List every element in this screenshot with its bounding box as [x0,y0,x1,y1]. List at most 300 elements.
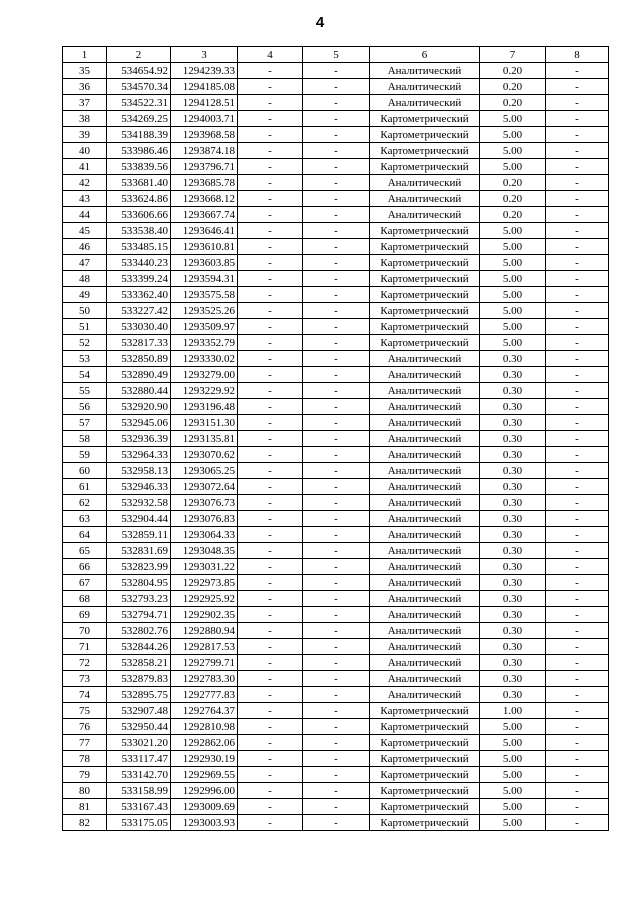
coord-y-cell: 1293968.58 [171,127,238,143]
table-row [63,479,609,495]
coord-x-cell: 533021.20 [107,735,171,751]
col-8-cell: - [546,95,609,111]
col-8-cell: - [546,143,609,159]
col-5-cell: - [303,735,370,751]
point-number-cell: 51 [63,319,107,335]
method-cell: Картометрический [370,223,480,239]
col-4-cell: - [238,559,303,575]
col-4-cell: - [238,191,303,207]
col-4-cell: - [238,607,303,623]
coord-x-cell: 532932.58 [107,495,171,511]
point-number-cell: 45 [63,223,107,239]
coord-x-cell: 533030.40 [107,319,171,335]
col-8-cell: - [546,495,609,511]
coord-x-cell: 532793.23 [107,591,171,607]
table-row [63,799,609,815]
col-5-cell: - [303,399,370,415]
method-cell: Аналитический [370,671,480,687]
col-4-cell: - [238,63,303,79]
coord-y-cell: 1292777.83 [171,687,238,703]
accuracy-cell: 0.30 [480,399,546,415]
point-number-cell: 43 [63,191,107,207]
point-number-cell: 55 [63,383,107,399]
coord-x-cell: 533142.70 [107,767,171,783]
col-8-cell: - [546,383,609,399]
point-number-cell: 50 [63,303,107,319]
accuracy-cell: 5.00 [480,815,546,831]
coord-x-cell: 532880.44 [107,383,171,399]
col-8-cell: - [546,687,609,703]
method-cell: Аналитический [370,383,480,399]
table-body [63,63,609,831]
coord-y-cell: 1292862.06 [171,735,238,751]
col-8-cell: - [546,159,609,175]
column-header-7: 7 [480,47,546,63]
col-8-cell: - [546,575,609,591]
col-5-cell: - [303,191,370,207]
point-number-cell: 48 [63,271,107,287]
col-4-cell: - [238,639,303,655]
col-4-cell: - [238,79,303,95]
coord-x-cell: 533167.43 [107,799,171,815]
col-5-cell: - [303,415,370,431]
method-cell: Аналитический [370,463,480,479]
accuracy-cell: 5.00 [480,159,546,175]
table-row [63,703,609,719]
coord-y-cell: 1293603.85 [171,255,238,271]
col-5-cell: - [303,175,370,191]
method-cell: Аналитический [370,527,480,543]
col-5-cell: - [303,703,370,719]
coord-y-cell: 1293076.83 [171,511,238,527]
col-5-cell: - [303,543,370,559]
col-5-cell: - [303,431,370,447]
table-row [63,255,609,271]
col-5-cell: - [303,655,370,671]
col-8-cell: - [546,399,609,415]
col-5-cell: - [303,559,370,575]
accuracy-cell: 0.30 [480,527,546,543]
col-5-cell: - [303,255,370,271]
point-number-cell: 69 [63,607,107,623]
coord-y-cell: 1292880.94 [171,623,238,639]
col-8-cell: - [546,191,609,207]
method-cell: Аналитический [370,511,480,527]
col-4-cell: - [238,623,303,639]
point-number-cell: 74 [63,687,107,703]
col-4-cell: - [238,543,303,559]
point-number-cell: 64 [63,527,107,543]
accuracy-cell: 0.30 [480,543,546,559]
point-number-cell: 57 [63,415,107,431]
coord-y-cell: 1293196.48 [171,399,238,415]
col-8-cell: - [546,511,609,527]
accuracy-cell: 5.00 [480,335,546,351]
col-5-cell: - [303,799,370,815]
coord-y-cell: 1293031.22 [171,559,238,575]
column-header-8: 8 [546,47,609,63]
col-4-cell: - [238,159,303,175]
method-cell: Аналитический [370,191,480,207]
table-row [63,607,609,623]
accuracy-cell: 0.30 [480,511,546,527]
accuracy-cell: 5.00 [480,751,546,767]
col-4-cell: - [238,495,303,511]
table-row [63,63,609,79]
coord-y-cell: 1293575.58 [171,287,238,303]
accuracy-cell: 0.30 [480,431,546,447]
point-number-cell: 71 [63,639,107,655]
method-cell: Аналитический [370,351,480,367]
coord-y-cell: 1292810.98 [171,719,238,735]
coord-x-cell: 533839.56 [107,159,171,175]
coord-x-cell: 534570.34 [107,79,171,95]
point-number-cell: 37 [63,95,107,111]
coord-y-cell: 1293009.69 [171,799,238,815]
point-number-cell: 38 [63,111,107,127]
col-8-cell: - [546,767,609,783]
point-number-cell: 53 [63,351,107,367]
coord-x-cell: 532850.89 [107,351,171,367]
method-cell: Аналитический [370,495,480,511]
table-row [63,239,609,255]
method-cell: Аналитический [370,623,480,639]
point-number-cell: 68 [63,591,107,607]
point-number-cell: 70 [63,623,107,639]
col-5-cell: - [303,143,370,159]
table-row [63,783,609,799]
coordinates-table [62,46,609,831]
col-8-cell: - [546,431,609,447]
point-number-cell: 40 [63,143,107,159]
col-5-cell: - [303,575,370,591]
col-4-cell: - [238,319,303,335]
coord-x-cell: 532904.44 [107,511,171,527]
accuracy-cell: 0.30 [480,607,546,623]
point-number-cell: 56 [63,399,107,415]
col-5-cell: - [303,79,370,95]
coord-x-cell: 532802.76 [107,623,171,639]
accuracy-cell: 0.30 [480,383,546,399]
coord-x-cell: 532964.33 [107,447,171,463]
table-row [63,111,609,127]
coord-y-cell: 1292925.92 [171,591,238,607]
table-header [63,47,609,63]
accuracy-cell: 0.30 [480,415,546,431]
coord-y-cell: 1294128.51 [171,95,238,111]
coord-y-cell: 1292996.00 [171,783,238,799]
col-4-cell: - [238,127,303,143]
accuracy-cell: 0.30 [480,591,546,607]
coord-x-cell: 532958.13 [107,463,171,479]
coord-y-cell: 1293065.25 [171,463,238,479]
method-cell: Аналитический [370,367,480,383]
col-4-cell: - [238,655,303,671]
point-number-cell: 60 [63,463,107,479]
coord-y-cell: 1292799.71 [171,655,238,671]
accuracy-cell: 5.00 [480,271,546,287]
table-row [63,687,609,703]
col-5-cell: - [303,767,370,783]
point-number-cell: 49 [63,287,107,303]
table-row [63,287,609,303]
col-4-cell: - [238,671,303,687]
col-8-cell: - [546,751,609,767]
col-5-cell: - [303,351,370,367]
table-row [63,463,609,479]
col-8-cell: - [546,463,609,479]
point-number-cell: 76 [63,719,107,735]
col-8-cell: - [546,63,609,79]
point-number-cell: 72 [63,655,107,671]
point-number-cell: 52 [63,335,107,351]
accuracy-cell: 0.30 [480,639,546,655]
col-5-cell: - [303,511,370,527]
table-row [63,175,609,191]
method-cell: Аналитический [370,399,480,415]
method-cell: Аналитический [370,79,480,95]
accuracy-cell: 0.20 [480,95,546,111]
col-5-cell: - [303,783,370,799]
method-cell: Картометрический [370,271,480,287]
coord-y-cell: 1293048.35 [171,543,238,559]
method-cell: Картометрический [370,735,480,751]
coord-x-cell: 534522.31 [107,95,171,111]
method-cell: Аналитический [370,607,480,623]
col-5-cell: - [303,367,370,383]
col-4-cell: - [238,287,303,303]
table-row [63,735,609,751]
method-cell: Аналитический [370,479,480,495]
point-number-cell: 77 [63,735,107,751]
method-cell: Аналитический [370,559,480,575]
method-cell: Аналитический [370,175,480,191]
coord-y-cell: 1292930.19 [171,751,238,767]
column-header-4: 4 [238,47,303,63]
point-number-cell: 42 [63,175,107,191]
col-8-cell: - [546,719,609,735]
coord-y-cell: 1292969.55 [171,767,238,783]
col-8-cell: - [546,655,609,671]
col-5-cell: - [303,463,370,479]
coord-y-cell: 1293525.26 [171,303,238,319]
coord-x-cell: 532890.49 [107,367,171,383]
col-4-cell: - [238,383,303,399]
column-header-5: 5 [303,47,370,63]
coord-y-cell: 1292817.53 [171,639,238,655]
col-8-cell: - [546,239,609,255]
method-cell: Картометрический [370,703,480,719]
col-8-cell: - [546,223,609,239]
accuracy-cell: 5.00 [480,735,546,751]
col-5-cell: - [303,111,370,127]
accuracy-cell: 0.20 [480,63,546,79]
coord-x-cell: 532946.33 [107,479,171,495]
point-number-cell: 61 [63,479,107,495]
table-row [63,719,609,735]
table-row [63,95,609,111]
accuracy-cell: 5.00 [480,799,546,815]
coord-y-cell: 1293279.00 [171,367,238,383]
column-header-2: 2 [107,47,171,63]
col-5-cell: - [303,223,370,239]
coord-x-cell: 532879.83 [107,671,171,687]
col-4-cell: - [238,271,303,287]
coord-x-cell: 534654.92 [107,63,171,79]
coord-x-cell: 533606.66 [107,207,171,223]
coord-y-cell: 1293667.74 [171,207,238,223]
table-row [63,159,609,175]
coord-x-cell: 533362.40 [107,287,171,303]
table-row [63,431,609,447]
accuracy-cell: 0.30 [480,559,546,575]
coord-y-cell: 1293072.64 [171,479,238,495]
coord-x-cell: 533538.40 [107,223,171,239]
point-number-cell: 41 [63,159,107,175]
table-row [63,127,609,143]
method-cell: Картометрический [370,335,480,351]
point-number-cell: 79 [63,767,107,783]
method-cell: Аналитический [370,655,480,671]
col-5-cell: - [303,527,370,543]
accuracy-cell: 0.30 [480,351,546,367]
col-8-cell: - [546,287,609,303]
accuracy-cell: 5.00 [480,783,546,799]
accuracy-cell: 5.00 [480,319,546,335]
table-row [63,447,609,463]
coord-y-cell: 1293330.02 [171,351,238,367]
coord-x-cell: 533158.99 [107,783,171,799]
table-row [63,319,609,335]
accuracy-cell: 0.20 [480,79,546,95]
accuracy-cell: 0.20 [480,175,546,191]
point-number-cell: 35 [63,63,107,79]
col-4-cell: - [238,719,303,735]
col-4-cell: - [238,703,303,719]
col-5-cell: - [303,287,370,303]
col-5-cell: - [303,639,370,655]
col-8-cell: - [546,303,609,319]
accuracy-cell: 0.30 [480,463,546,479]
accuracy-cell: 0.30 [480,447,546,463]
point-number-cell: 46 [63,239,107,255]
col-4-cell: - [238,463,303,479]
point-number-cell: 65 [63,543,107,559]
method-cell: Аналитический [370,415,480,431]
col-4-cell: - [238,335,303,351]
accuracy-cell: 5.00 [480,767,546,783]
col-4-cell: - [238,767,303,783]
coord-x-cell: 532895.75 [107,687,171,703]
table-row [63,191,609,207]
col-8-cell: - [546,367,609,383]
col-8-cell: - [546,271,609,287]
table-row [63,79,609,95]
point-number-cell: 44 [63,207,107,223]
method-cell: Аналитический [370,431,480,447]
coord-x-cell: 532804.95 [107,575,171,591]
method-cell: Картометрический [370,799,480,815]
col-4-cell: - [238,783,303,799]
coord-x-cell: 533175.05 [107,815,171,831]
col-5-cell: - [303,303,370,319]
col-8-cell: - [546,799,609,815]
coord-y-cell: 1292902.35 [171,607,238,623]
table-row [63,623,609,639]
col-4-cell: - [238,751,303,767]
coord-x-cell: 532823.99 [107,559,171,575]
method-cell: Картометрический [370,111,480,127]
point-number-cell: 47 [63,255,107,271]
col-4-cell: - [238,527,303,543]
col-4-cell: - [238,575,303,591]
coord-x-cell: 532907.48 [107,703,171,719]
table-row [63,383,609,399]
method-cell: Аналитический [370,591,480,607]
coord-x-cell: 534269.25 [107,111,171,127]
method-cell: Аналитический [370,95,480,111]
coord-y-cell: 1293076.73 [171,495,238,511]
method-cell: Аналитический [370,687,480,703]
coord-x-cell: 532817.33 [107,335,171,351]
coord-y-cell: 1292764.37 [171,703,238,719]
col-5-cell: - [303,127,370,143]
col-4-cell: - [238,735,303,751]
col-5-cell: - [303,479,370,495]
point-number-cell: 82 [63,815,107,831]
accuracy-cell: 0.30 [480,687,546,703]
col-8-cell: - [546,639,609,655]
coord-x-cell: 532950.44 [107,719,171,735]
point-number-cell: 81 [63,799,107,815]
col-4-cell: - [238,303,303,319]
col-4-cell: - [238,351,303,367]
method-cell: Картометрический [370,319,480,335]
coord-x-cell: 533986.46 [107,143,171,159]
coord-x-cell: 532858.21 [107,655,171,671]
col-4-cell: - [238,815,303,831]
col-5-cell: - [303,319,370,335]
col-8-cell: - [546,111,609,127]
col-5-cell: - [303,207,370,223]
col-8-cell: - [546,479,609,495]
method-cell: Картометрический [370,815,480,831]
point-number-cell: 80 [63,783,107,799]
col-5-cell: - [303,591,370,607]
table-row [63,351,609,367]
table-row [63,639,609,655]
col-8-cell: - [546,335,609,351]
col-5-cell: - [303,495,370,511]
coord-x-cell: 532920.90 [107,399,171,415]
coord-y-cell: 1293070.62 [171,447,238,463]
coord-y-cell: 1294239.33 [171,63,238,79]
accuracy-cell: 5.00 [480,239,546,255]
col-8-cell: - [546,735,609,751]
header-row [63,47,609,63]
table-row [63,543,609,559]
col-5-cell: - [303,607,370,623]
col-4-cell: - [238,143,303,159]
method-cell: Аналитический [370,639,480,655]
coord-x-cell: 533117.47 [107,751,171,767]
col-4-cell: - [238,207,303,223]
method-cell: Картометрический [370,127,480,143]
accuracy-cell: 5.00 [480,127,546,143]
table-row [63,575,609,591]
table-row [63,527,609,543]
col-5-cell: - [303,671,370,687]
